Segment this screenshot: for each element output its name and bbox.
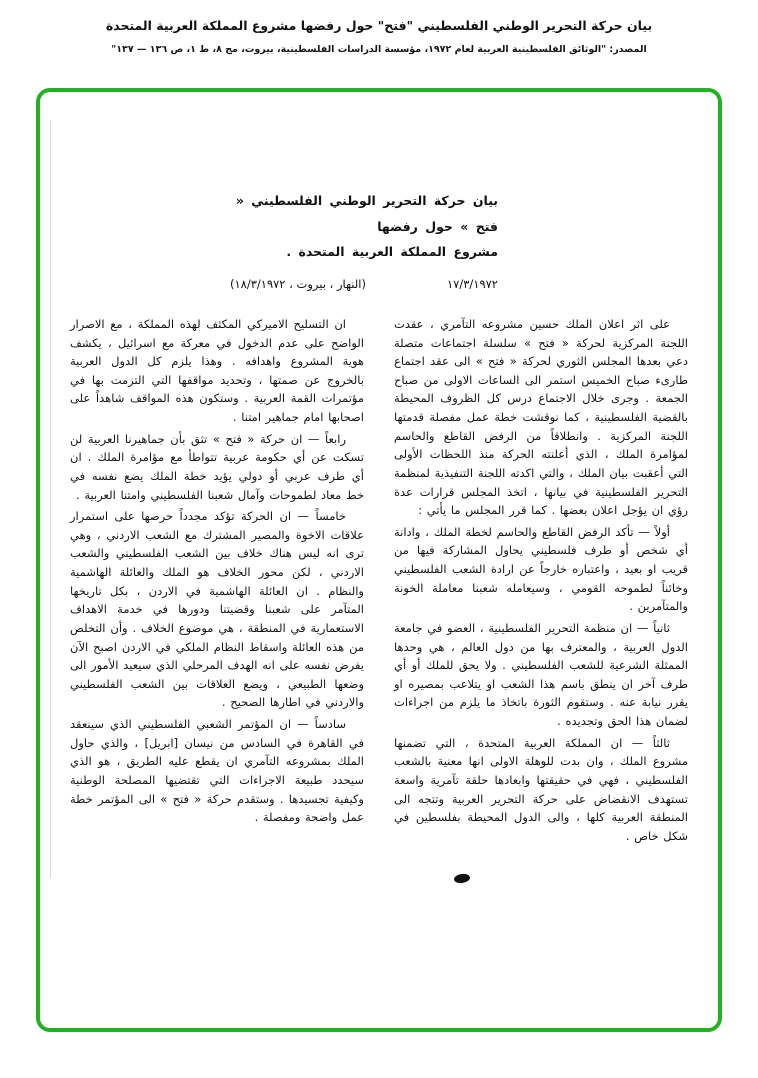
document-date: ١٧/٣/١٩٧٢	[447, 276, 498, 291]
header-source-citation: المصدر: "الوثائق الفلسطينية العربية لعام ١٩٧٢، مؤسسة الدراسات الفلسطينية، بيروت، مج ٨، ط ١، ص ١٣٦ — ١٣٧"	[111, 44, 647, 55]
paragraph-second: ثانياً — ان منظمة التحرير الفلسطينية ، العضو في جامعة الدول العربية ، والمعترف بها من دول العالم ، هي وحدها الممثلة الشرعية للشعب الفلسطيني . ولا يحق للملك أو أي طرف آخر ان ينطق باسم هذا الشعب او يتلاعب بمصيره او يقرر نيابة عنه . وستقوم الثورة باتخاذ ما يلزم من اجراءات لضمان هذا الحق وتجديده .	[394, 620, 688, 728]
paragraph-armament: ان التسليح الاميركي المكثف لهذه المملكة ، مع الاصرار الواضح على عدم الدخول في معركة مع اسرائيل ، يكشف هوية المشروع واهدافه . وهذا يلزم كل الدول العربية بالخروج عن صمتها ، وتحديد مواقفها التي التزمت بها في مؤتمرات القمة العربية . وستكون هذه المواقف شاهداً على اصحابها امام جماهير امتنا .	[70, 316, 364, 424]
text-columns	[70, 315, 688, 849]
page-header	[0, 0, 758, 88]
scan-line-artifact	[50, 120, 51, 878]
paragraph-third: ثالثاً — ان المملكة العربية المتحدة ، التي تضمنها مشروع الملك ، وان بدت للوهلة الاولى انها معنية بالشعب الفلسطيني ، فهي في حقيقتها وابعادها حلقة تآمرية واسعة تستهدف الانقضاض على حركة التحرير العربية وتتجه الى المنطقة العربية كلها ، والى الدول المحيطة بفلسطين في شكل خاص .	[394, 735, 688, 843]
scanned-document	[40, 92, 718, 1028]
document-title-line1: بيان حركة التحرير الوطني الفلسطيني « فتح » حول رفضها	[235, 193, 498, 234]
header-title: بيان حركة التحرير الوطني الفلسطيني "فتح" حول رفضها مشروع المملكة العربية المتحدة	[105, 18, 653, 33]
date-row	[230, 277, 498, 291]
paragraph-sixth: سادساً — ان المؤتمر الشعبي الفلسطيني الذي سينعقد في القاهرة في السادس من نيسان [ابريل] ، والذي حاول الملك بمشروعه التآمري ان يقطع عليه الطريق ، هو الذي سيحدد طبيعة الاجراءات التي تقتضيها المصلحة الوطنية وكيفية تجسيدها . وستقدم حركة « فتح » الى المؤتمر خطة عمل واضحة ومفصلة .	[70, 717, 364, 825]
document-frame	[36, 88, 722, 1032]
column-left	[70, 315, 364, 849]
paragraph-intro: على اثر اعلان الملك حسين مشروعه التآمري ، عقدت اللجنة المركزية لحركة « فتح » سلسلة اجتماعات متصلة دعي بعدها المجلس الثوري لحركة « فتح » الى عقد اجتماع طارىء صباح الخميس استمر الى الساعات الاولى من صباح الجمعة . وجرى خلال الاجتماع درس كل الظروف المحيطة بالقضية الفلسطينية ، كما نوقشت خطة عمل مفصلة قدمتها اللجنة المركزية . وانطلاقاً من الرفض القاطع والحاسم لمؤامرة الملك ، الذي أعلنته الحركة منذ اللحظات الأولى التي أعقبت بيان الملك ، والتي اكدته اللجنة التنفيذية لمنظمة التحرير الفلسطينية في بيانها ، اتخذ المجلس قرارات عدة رؤي ان يؤجل اعلان بعضها . كما قرر المجلس ما يأتي :	[394, 316, 688, 518]
paragraph-first: أولاً — تأكد الرفض القاطع والحاسم لخطة الملك ، وادانة أي شخص أو طرف فلسطيني يحاول المشاركة فيها من قريب او بعيد ، واعتباره خارجاً عن ارادة الشعب الفلسطيني وخائناً لطموحه القومي ، وسيعامله شعبنا معاملة الخونة والمتآمرين .	[394, 524, 688, 614]
document-title	[230, 188, 498, 265]
document-date-source: (النهار ، بيروت ، ١٨/٣/١٩٧٢)	[230, 276, 366, 291]
paragraph-fifth: خامساً — ان الحركة تؤكد مجدداً حرصها على استمرار علاقات الاخوة والمصير المشترك مع الشعب الاردني ، وهي ترى انه ليس هناك خلاف بين الشعب الفلسطيني والشعب الاردني ، لكن محور الخلاف هو الملك والعائلة الهاشمية والنظام . ان العائلة الهاشمية في الاردن ، بكل تاريخها المتآمر على شعبنا وقضيتنا ودورها في خدمة الاهداف الاستعمارية في المنطقة ، هي موضوع الخلاف . وأن التخلص من هذه العائلة واسقاط النظام الملكي في الاردن اصبح الآن يفرض نفسه على انه الهدف المرحلي الذي سيعيد الأمور الى وضعها الطبيعي ، ويضع العلاقات بين الشعب الفلسطيني والاردني في اطارها الصحيح .	[70, 509, 364, 710]
ink-blot-artifact	[453, 873, 470, 884]
document-title-line2: مشروع المملكة العربية المتحدة .	[286, 244, 498, 260]
column-right	[394, 315, 688, 849]
paragraph-fourth: رابعاً — ان حركة « فتح » تثق بأن جماهيرنا العربية لن تسكت عن أي حكومة عربية تتواطأ مع مؤامرة الملك . ان أي طرف عربي أو دولي يؤيد خطة الملك يضع نفسه في خط معاد لطموحات وآمال شعبنا الفلسطيني وامتنا العربية .	[70, 431, 364, 502]
